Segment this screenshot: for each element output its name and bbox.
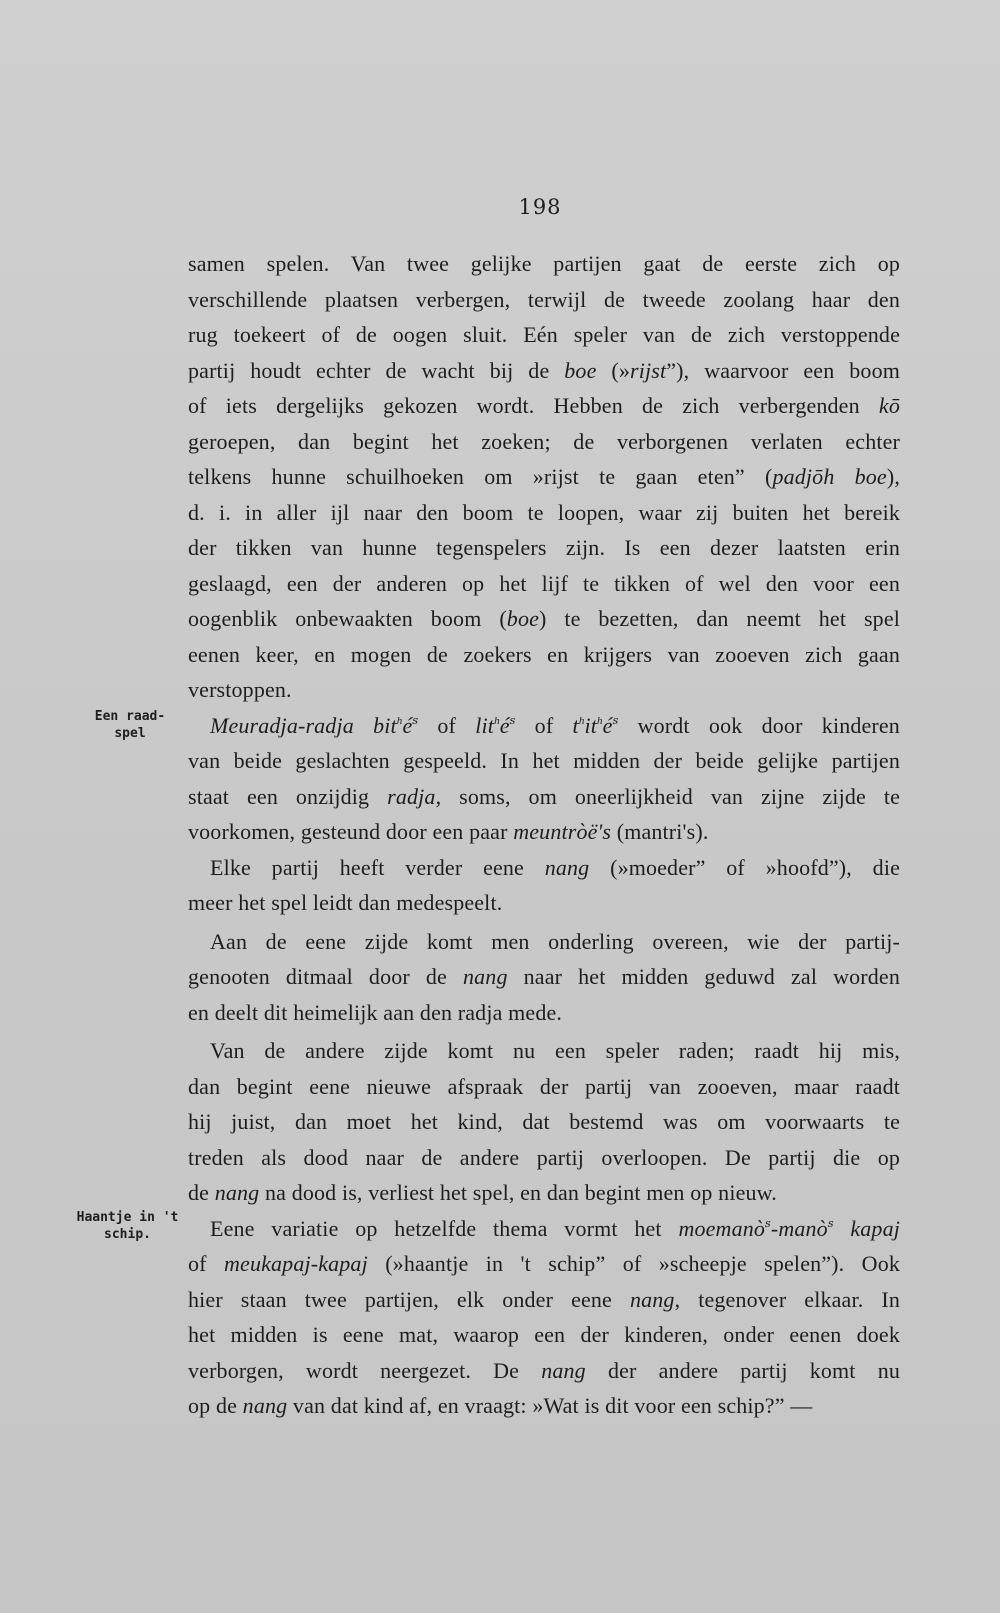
text-line [188, 530, 900, 566]
text-segment: genooten ditmaal door de [188, 964, 463, 989]
margin-note-line: Haantje in 't [76, 1210, 179, 1225]
italic-term: t [572, 712, 579, 738]
text-segment: meer het spel leidt dan medespeelt. [188, 890, 503, 915]
italic-term: nang [541, 1357, 586, 1383]
superscript-mark: h [396, 714, 403, 727]
margin-note-line: Een raad- [94, 709, 166, 724]
italic-term: padjōh boe [772, 464, 887, 489]
text-segment: dan begint eene nieuwe afspraak der partij van zooeven, maar raadt [188, 1073, 900, 1099]
text-line [188, 885, 900, 921]
text-line [188, 1317, 900, 1353]
superscript-mark: h [578, 714, 585, 727]
text-segment: geslaagd, een der anderen op het lijf te tikken of wel den voor een [188, 570, 900, 596]
text-segment: oogenblik onbewaakten boom ( [188, 606, 507, 631]
text-segment: van dat kind af, en vraagt: »Wat is dit voor een schip?” — [287, 1393, 813, 1418]
text-segment: ) te bezetten, dan neemt het spel [539, 606, 900, 631]
margin-note-een-raadspel [80, 708, 180, 742]
text-line [188, 388, 900, 424]
italic-term: moemanò [678, 1215, 766, 1241]
text-line [188, 672, 900, 708]
text-segment: (»haantje in 't schip” of »scheepje spelen”). Ook [367, 1251, 901, 1276]
text-segment: (» [596, 357, 631, 383]
text-segment: hier staan twee partijen, elk onder eene [188, 1286, 630, 1312]
superscript-mark: ꜱ [827, 1217, 834, 1230]
text-segment: der andere partij komt nu [585, 1357, 901, 1383]
text-line [188, 1033, 900, 1069]
text-line [188, 1211, 900, 1247]
italic-term: -manò [770, 1215, 828, 1241]
superscript-mark: ꜱ [612, 714, 619, 727]
italic-term: nang [214, 1180, 260, 1205]
text-segment: van beide geslachten gespeeld. In het midden der beide gelijke partijen [188, 748, 900, 773]
italic-term: meuntròë's [513, 819, 612, 844]
text-line [188, 959, 900, 995]
italic-term: meukapaj-kapaj [224, 1251, 368, 1276]
text-segment: wordt ook door kinderen [618, 712, 900, 738]
italic-term: lit [475, 712, 495, 738]
text-segment: staat een onzijdig [188, 783, 388, 809]
text-line [188, 1104, 900, 1140]
text-line [188, 743, 900, 779]
text-segment: samen spelen. Van twee gelijke partijen gaat de eerste zich op [188, 251, 900, 276]
text-segment: Eene variatie op hetzelfde thema vormt het [210, 1215, 679, 1241]
italic-term: Meuradja-radja bit [210, 712, 397, 738]
text-line [188, 1353, 900, 1389]
text-segment: verstoppen. [188, 677, 292, 702]
text-segment: (mantri's). [611, 819, 709, 844]
text-line [188, 779, 900, 815]
text-segment: verborgen, wordt neergezet. De [188, 1357, 542, 1383]
italic-term: boe [564, 357, 597, 383]
margin-note-haantje-in-t-schip [70, 1209, 185, 1243]
italic-term: rijst [630, 357, 667, 383]
text-segment: , soms, om oneerlijkheid van zijne zijde te [435, 783, 900, 809]
body-text [188, 246, 900, 1424]
text-line [188, 353, 900, 389]
text-segment: verschillende plaatsen verbergen, terwijl de tweede zoolang haar den [188, 286, 900, 312]
italic-term: nang [544, 854, 590, 880]
text-line [188, 1140, 900, 1176]
text-segment: ”), waarvoor een boom [666, 357, 900, 383]
text-line [188, 601, 900, 637]
text-line [188, 1282, 900, 1318]
text-line [188, 1069, 900, 1105]
text-segment: het midden is eene mat, waarop een der kinderen, onder eenen doek [188, 1322, 900, 1347]
text-line [188, 566, 900, 602]
text-line [188, 1388, 900, 1424]
text-segment: na dood is, verliest het spel, en dan begint men op nieuw. [259, 1180, 777, 1205]
text-segment: en deelt dit heimelijk aan den radja mede. [188, 999, 563, 1025]
text-line [188, 459, 900, 495]
page-number: 198 [518, 195, 562, 219]
text-segment: Aan de eene zijde komt men onderling overeen, wie der partij- [210, 928, 900, 954]
text-segment: de [188, 1180, 215, 1205]
text-line [188, 637, 900, 673]
text-line [188, 995, 900, 1031]
text-segment: voorkomen, gesteund door een paar [188, 819, 514, 844]
italic-term: é [499, 712, 510, 738]
italic-term: kapaj [833, 1215, 900, 1241]
text-segment: op de [188, 1393, 243, 1418]
text-line [188, 424, 900, 460]
text-segment: Elke partij heeft verder eene [210, 854, 545, 880]
italic-term: radja [387, 783, 436, 809]
margin-note-line: spel [114, 726, 146, 741]
margin-note-line: schip. [104, 1227, 151, 1242]
text-segment: eenen keer, en mogen de zoekers en krijgers van zooeven zich gaan [188, 641, 900, 667]
text-segment: ), [886, 464, 900, 489]
text-line [188, 850, 900, 886]
text-line [188, 282, 900, 318]
italic-term: nang [242, 1393, 288, 1418]
text-segment: geroepen, dan begint het zoeken; de verborgenen verlaten echter [188, 428, 900, 454]
text-segment: telkens hunne schuilhoeken om »rijst te gaan eten” ( [188, 464, 773, 489]
italic-term: it [584, 712, 597, 738]
text-line [188, 924, 900, 960]
text-line [188, 708, 900, 744]
italic-term: nang [629, 1286, 675, 1312]
superscript-mark: h [494, 714, 500, 727]
text-segment: treden als dood naar de andere partij overloopen. De partij die op [188, 1144, 900, 1170]
superscript-mark: h [597, 714, 603, 727]
text-segment: of [515, 712, 573, 738]
text-segment: of [188, 1251, 224, 1276]
text-line [188, 495, 900, 531]
superscript-mark: ꜱ [412, 714, 419, 727]
text-segment: partij houdt echter de wacht bij de [188, 357, 565, 383]
italic-term: é [602, 712, 613, 738]
superscript-mark: ꜱ [509, 714, 516, 727]
text-line [188, 246, 900, 282]
text-segment: hij juist, dan moet het kind, dat bestemd was om voorwaarts te [188, 1109, 900, 1134]
text-line [188, 814, 900, 850]
text-line [188, 317, 900, 353]
text-line [188, 1175, 900, 1211]
italic-term: nang [463, 964, 508, 989]
superscript-mark: ꜱ [765, 1217, 771, 1230]
text-segment: , tegenover elkaar. In [674, 1286, 900, 1312]
italic-term: kō [878, 393, 900, 418]
text-segment: d. i. in aller ijl naar den boom te loopen, waar zij buiten het bereik [188, 499, 900, 525]
text-segment: Van de andere zijde komt nu een speler raden; raadt hij mis, [210, 1038, 900, 1063]
text-line [188, 1246, 900, 1282]
text-segment: (»moeder” of »hoofd”), die [589, 854, 901, 880]
text-segment: naar het midden geduwd zal worden [507, 964, 900, 989]
text-segment: of iets dergelijks gekozen wordt. Hebben de zich verbergenden [188, 393, 879, 418]
italic-term: é [402, 712, 413, 738]
text-segment: of [418, 712, 476, 738]
text-segment: rug toekeert of de oogen sluit. Eén speler van de zich verstoppende [188, 322, 900, 347]
text-segment: der tikken van hunne tegenspelers zijn. Is een dezer laatsten erin [188, 535, 900, 560]
italic-term: boe [506, 606, 540, 631]
